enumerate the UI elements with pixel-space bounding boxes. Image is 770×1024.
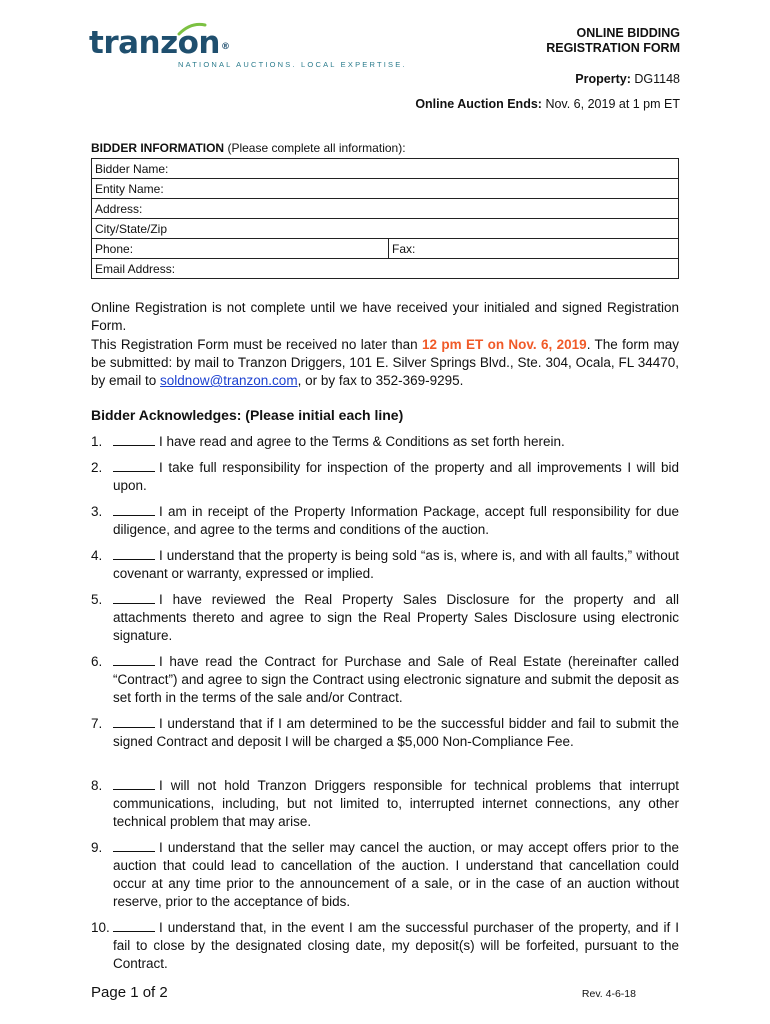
acknowledge-item: 2. I take full responsibility for inspection of the property and all improvements I will bid upon. <box>91 460 679 493</box>
property-line: Property: DG1148 <box>575 72 680 86</box>
initial-blank[interactable] <box>113 919 155 932</box>
logo-tagline: NATIONAL AUCTIONS. LOCAL EXPERTISE. <box>178 60 407 69</box>
tranzon-logo <box>89 25 407 76</box>
city-state-zip-field[interactable]: City/State/Zip <box>92 219 679 239</box>
initial-blank[interactable] <box>113 839 155 852</box>
logo-wordmark: tranzon® <box>89 25 230 61</box>
revision-label: Rev. 4-6-18 <box>581 988 636 1000</box>
email-address-field[interactable]: Email Address: <box>92 259 679 279</box>
acknowledge-item: 3. I am in receipt of the Property Information Package, accept full responsibility for due diligence, and agree to the terms and conditions of the auction. <box>91 504 679 537</box>
registration-instructions: This Registration Form must be received no later than 12 pm ET on Nov. 6, 2019. The form may be submitted: by mail to Tranzon Driggers, 101 E. Silver Springs Blvd., Ste. 304, Ocala, FL 34470, by email to soldnow@tranzon.com, or by fax to 352-369-9295. <box>91 337 680 388</box>
auction-ends-line: Online Auction Ends: Nov. 6, 2019 at 1 pm ET <box>415 97 680 111</box>
acknowledge-item: 1. I have read and agree to the Terms & Conditions as set forth herein. <box>91 434 565 449</box>
bidder-information-table <box>91 158 679 279</box>
initial-blank[interactable] <box>113 653 155 666</box>
acknowledge-item: 10. I understand that, in the event I am the successful purchaser of the property, and if I fail to close by the designated closing date, my deposit(s) will be forfeited, pursuant to the Contract. <box>91 920 679 971</box>
acknowledge-item: 6. I have read the Contract for Purchase and Sale of Real Estate (hereinafter called “Contract”) and agree to sign the Contract using electronic signature and submit the deposit as set forth in the terms of the sale and/or Contract. <box>91 654 679 705</box>
entity-name-field[interactable]: Entity Name: <box>92 179 679 199</box>
initial-blank[interactable] <box>113 777 155 790</box>
initial-blank[interactable] <box>113 715 155 728</box>
initial-blank[interactable] <box>113 433 155 446</box>
initial-blank[interactable] <box>113 459 155 472</box>
acknowledge-item: 5. I have reviewed the Real Property Sales Disclosure for the property and all attachments thereto and agree to sign the Real Property Sales Disclosure using electronic signature. <box>91 592 679 643</box>
form-title: ONLINE BIDDING REGISTRATION FORM <box>546 26 680 55</box>
email-link[interactable]: soldnow@tranzon.com <box>160 373 298 388</box>
acknowledge-item: 4. I understand that the property is being sold “as is, where is, and with all faults,” without covenant or warranty, expressed or implied. <box>91 548 679 581</box>
registration-note: Online Registration is not complete until we have received your initialed and signed Registration Form. <box>91 300 679 333</box>
acknowledge-item: 9. I understand that the seller may cancel the auction, or may accept offers prior to the auction that could lead to cancellation of the auction. I understand that cancellation could occur at any time prior to the announcement of a sale, or in the case of an auction without reserve, prior to the acceptance of bids. <box>91 840 679 909</box>
bidder-information-heading: BIDDER INFORMATION (Please complete all information): <box>91 141 406 155</box>
initial-blank[interactable] <box>113 503 155 516</box>
address-field[interactable]: Address: <box>92 199 679 219</box>
fax-field[interactable]: Fax: <box>389 239 679 259</box>
acknowledges-heading: Bidder Acknowledges: (Please initial each line) <box>91 407 404 423</box>
acknowledge-item: 8. I will not hold Tranzon Driggers responsible for technical problems that interrupt communications, including, but not limited to, interrupted internet connections, any other technical problem that may arise. <box>91 778 679 829</box>
phone-field[interactable]: Phone: <box>92 239 389 259</box>
page-number: Page 1 of 2 <box>91 984 168 1001</box>
initial-blank[interactable] <box>113 591 155 604</box>
registration-deadline: 12 pm ET on Nov. 6, 2019 <box>422 337 587 352</box>
acknowledge-item: 7. I understand that if I am determined to be the successful bidder and fail to submit the signed Contract and deposit I will be charged a $5,000 Non-Compliance Fee. <box>91 716 679 749</box>
initial-blank[interactable] <box>113 547 155 560</box>
bidder-name-field[interactable]: Bidder Name: <box>92 159 679 179</box>
